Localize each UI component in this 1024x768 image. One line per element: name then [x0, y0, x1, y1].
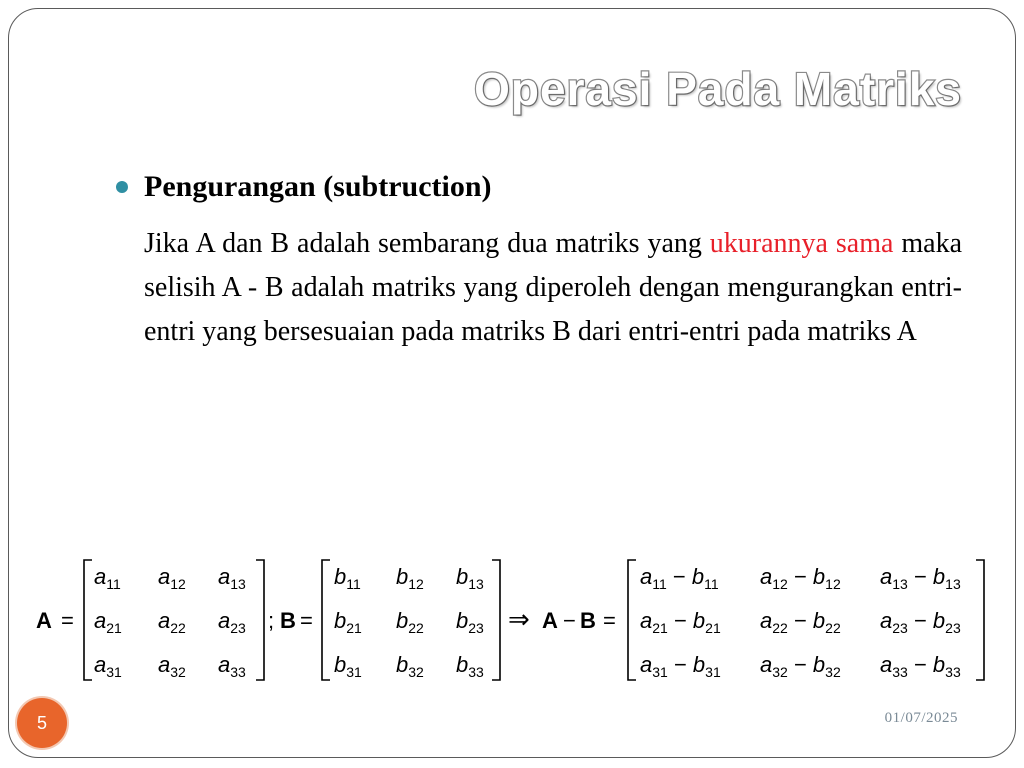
slide-title: Operasi Pada Matriks: [474, 63, 962, 115]
matrix-diff-entry: $a_{23} - b_{23}$: [880, 608, 961, 636]
matrix-b-entry: $b_{13}$: [456, 564, 484, 592]
matrix-a-entry: $a_{31}$: [94, 652, 122, 680]
bullet-heading: Pengurangan (subtruction): [144, 170, 492, 203]
matrix-b-entry: $b_{21}$: [334, 608, 362, 636]
matrix-a-entry: $a_{21}$: [94, 608, 122, 636]
matrix-b-entry: $b_{33}$: [456, 652, 484, 680]
matrix-b-entry: $b_{11}$: [334, 564, 361, 592]
matrix-a-entry: $a_{13}$: [218, 564, 246, 592]
matrix-a-entry: $a_{33}$: [218, 652, 246, 680]
paragraph-part2: maka selisih A - B adalah matriks yang diperoleh dengan mengurangkan entri-entri yang bersesuaian pada matriks B dari entri-entri pada matriks A: [144, 228, 962, 347]
matrix-b-label: B: [280, 608, 296, 633]
result-b-label: B: [580, 608, 596, 633]
matrix-a-label: A: [36, 608, 52, 633]
matrix-b-entry: $b_{31}$: [334, 652, 362, 680]
matrix-a-entry: $a_{32}$: [158, 652, 186, 680]
result-a-label: A: [542, 608, 558, 633]
minus-sign: −: [563, 608, 576, 633]
bullet-item: [116, 170, 492, 204]
page-number-badge: 5: [17, 698, 67, 748]
matrix-diff-entry: $a_{22} - b_{22}$: [760, 608, 841, 636]
separator: ;: [268, 608, 275, 633]
paragraph-part1: Jika A dan B adalah sembarang dua matriks yang: [144, 228, 710, 259]
matrix-diff-entry: $a_{21} - b_{21}$: [640, 608, 721, 636]
matrix-b-left-bracket: [322, 560, 330, 680]
matrix-diff-entry: $a_{12} - b_{12}$: [760, 564, 841, 592]
body-paragraph: [144, 222, 962, 354]
matrix-b-entry: $b_{32}$: [396, 652, 424, 680]
bullet-dot-icon: [116, 181, 128, 193]
matrix-diff-entry: $a_{31} - b_{31}$: [640, 652, 721, 680]
slide-date: 01/07/2025: [884, 710, 958, 726]
matrix-a-entry: $a_{11}$: [94, 564, 121, 592]
matrix-b-entry: $b_{22}$: [396, 608, 424, 636]
matrix-a-entry: $a_{23}$: [218, 608, 246, 636]
equation-svg: [28, 548, 1018, 688]
matrix-a-right-bracket: [256, 560, 264, 680]
matrix-a-entry: $a_{22}$: [158, 608, 186, 636]
matrix-diff-entry: $a_{13} - b_{13}$: [880, 564, 961, 592]
matrix-diff-right-bracket: [976, 560, 984, 680]
matrix-equation: [28, 548, 1018, 688]
matrix-b-right-bracket: [492, 560, 500, 680]
implies-arrow: ⇒: [508, 604, 530, 634]
matrix-diff-left-bracket: [628, 560, 636, 680]
matrix-diff-entry: $a_{33} - b_{33}$: [880, 652, 961, 680]
matrix-b-entry: $b_{23}$: [456, 608, 484, 636]
matrix-diff-entry: $a_{11} - b_{11}$: [640, 564, 719, 592]
matrix-a-left-bracket: [84, 560, 92, 680]
matrix-a-entry: $a_{12}$: [158, 564, 186, 592]
equals-sign: =: [61, 608, 74, 633]
equals-sign: =: [603, 608, 616, 633]
equals-sign: =: [300, 608, 313, 633]
matrix-b-entry: $b_{12}$: [396, 564, 424, 592]
paragraph-highlight: ukurannya sama: [709, 228, 894, 259]
matrix-diff-entry: $a_{32} - b_{32}$: [760, 652, 841, 680]
